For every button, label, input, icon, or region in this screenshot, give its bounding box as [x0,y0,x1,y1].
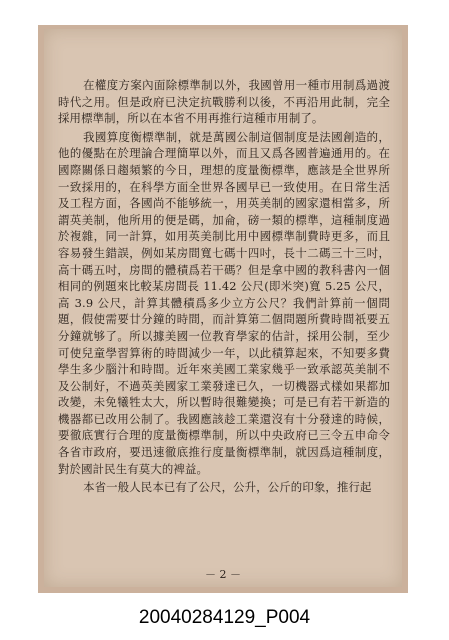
paragraph-metric-standard: 我國算度衡標準制，就是萬國公制這個制度是法國創造的，他的優點在於理論合理簡單以外，而且又爲各國普遍通用的。在國際關係日趨頻繁的今日，理想的度量衡標準，應該是全世界所一致採用的，在科學方面全世界各國早已一致使用。在日常生活及工程方面，各國尚不能够統一，用英美制的國家還相當多，所謂英美制，他所用的便是碼，加侖，磅一類的標準，這種制度過於複雜，同一計算，如用英美制比用中國標準制費時更多，而且容易發生錯誤，例如某房間寬七碼十四吋，長十二碼三十三吋，高十碼五吋，房間的體積爲若干碼？但是拿中國的教科書內一個相同的例題來比較某房間長 11.42 公尺(即米突)寬 5.25 公尺，高 3.9 公尺，計算其體積爲多少立方公尺？我們計算前一個問題，假使需要廿分鐘的時間，而計算第二個問題所費時間祇要五分鐘就够了。所以據美國一位教育學家的估計，採用公制，至少可使兒童學習算術的時間減少一年，以此積算起來，不知要多費學生多少腦汁和時間。近年來美國工業家幾乎一致承認英美制不及公制好，不過英美國家工業發達已久，一切機器式樣如果都加改變，未免犧牲太大，所以暫時很難變換；可是已有若干新造的機器都已改用公制了。我國應該趁工業還沒有十分發達的時候，要徹底實行合理的度量衡標準制，所以中央政府已三令五申命令各省市政府，要迅速徹底推行度量衡標準制，就因爲這種制度，對於國計民生有莫大的裨益。 [58,129,390,476]
scanned-page-frame [38,25,408,593]
archive-id-caption: 20040284129_P004 [138,607,311,628]
body-text [58,77,390,498]
document-page [44,29,402,587]
paragraph-market-system: 在權度方案內面除標準制以外，我國曾用一種市用制爲過渡時代之用。但是政府已決定抗戰勝利以後，不再沿用此制，完全採用標準制，所以在本省不用再推行這種市用制了。 [58,78,390,126]
paragraph-province-adoption: 本省一般人民本已有了公尺，公升，公斤的印象，推行起 [83,480,372,495]
page-number: － 2 － [205,568,241,581]
